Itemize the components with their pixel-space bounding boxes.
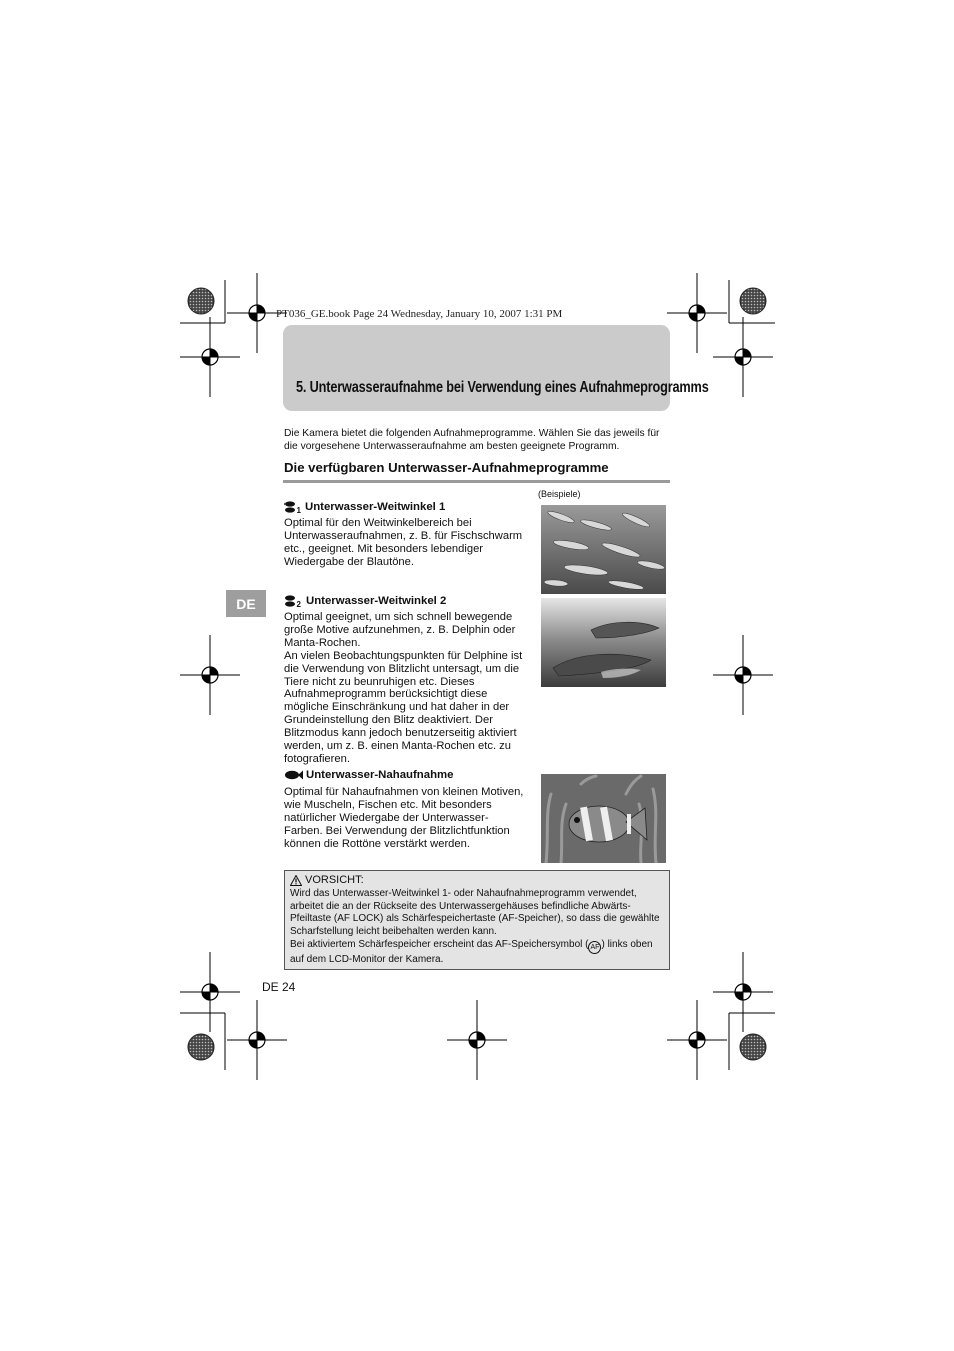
- program-2-heading: [284, 594, 446, 608]
- caution-paragraph-2-start: Bei aktiviertem Schärfespeicher erscheint das AF-Speichersymbol (: [290, 938, 589, 950]
- program-3-heading: [284, 769, 454, 781]
- clownfish-photo: [541, 774, 666, 863]
- book-file-line: PT036_GE.book Page 24 Wednesday, January 10, 2007 1:31 PM: [276, 308, 563, 320]
- caution-box: [284, 870, 670, 970]
- program-1-title: Unterwasser-Weitwinkel 1: [305, 501, 446, 513]
- program-3-title: Unterwasser-Nahaufnahme: [306, 769, 454, 781]
- page-number: DE 24: [262, 980, 296, 994]
- program-2-title: Unterwasser-Weitwinkel 2: [306, 595, 447, 607]
- underwater-wide-1-icon: [284, 500, 302, 514]
- chapter-banner: [283, 325, 670, 411]
- program-2-description: Optimal geeignet, um sich schnell bewegende große Motive aufzunehmen, z. B. Delphin oder Manta-Rochen. An vielen Beobachtungspunkten für Delphine ist die Verwendung von Blitzlicht untersagt, um die Tiere nicht zu beunruhigen etc. Dieses Aufnahmeprogramm berücksichtigt diese mögliche Einschränkung und hat daher in der Grundeinstellung den Blitz deaktiviert. Der Blitzmodus kann jedoch benutzerseitig aktiviert werden, um z. B. einen Manta-Rochen etc. zu fotografieren.: [284, 611, 523, 765]
- caution-title: VORSICHT:: [305, 874, 364, 886]
- fish-school-photo: [541, 505, 666, 594]
- caution-paragraph-1: Wird das Unterwasser-Weitwinkel 1- oder Nahaufnahmeprogramm verwendet, arbeitet die an der Rückseite des Unterwassergehäuses befindliche Abwärts-Pfeiltaste (AF LOCK) als Schärfespeichertaste (AF-Speicher), so dass die gewählte Scharfstellung leicht beibehalten werden kann.: [290, 887, 660, 938]
- warning-icon: [290, 875, 302, 886]
- program-3-description: Optimal für Nahaufnahmen von kleinen Motiven, wie Muscheln, Fischen etc. Mit besonders natürlicher Wiedergabe der Unterwasser-Farben. Bei Verwendung der Blitzlichtfunktion können die Rottöne verstärkt werden.: [284, 786, 524, 850]
- section-heading: Die verfügbaren Unterwasser-Aufnahmeprogramme: [284, 460, 609, 475]
- underwater-macro-icon: [284, 769, 303, 781]
- examples-label: (Beispiele): [538, 489, 581, 499]
- language-tab: DE: [226, 590, 266, 617]
- program-1-heading: [284, 500, 445, 514]
- chapter-title: 5. Unterwasseraufnahme bei Verwendung eines Aufnahmeprogramms: [296, 379, 709, 396]
- dolphins-photo: [541, 598, 666, 687]
- svg-text:1: 1: [296, 506, 301, 514]
- svg-text:2: 2: [296, 600, 301, 608]
- program-1-description: Optimal für den Weitwinkelbereich bei Unterwasseraufnahmen, z. B. für Fischschwarm etc., geeignet. Mit besonders lebendiger Wiedergabe der Blautöne.: [284, 517, 523, 568]
- underwater-wide-2-icon: [284, 594, 303, 608]
- caution-heading: [290, 874, 664, 887]
- af-lock-icon: AF: [588, 941, 601, 954]
- caution-paragraph-2: [290, 939, 664, 967]
- caution-paragraph-2-end: ) links oben auf dem LCD-Monitor der Kamera.: [290, 938, 653, 965]
- intro-paragraph: Die Kamera bietet die folgenden Aufnahmeprogramme. Wählen Sie das jeweils für die vorgesehene Unterwasseraufnahme am besten geeignete Programm.: [284, 428, 660, 452]
- heading-rule: [283, 480, 670, 483]
